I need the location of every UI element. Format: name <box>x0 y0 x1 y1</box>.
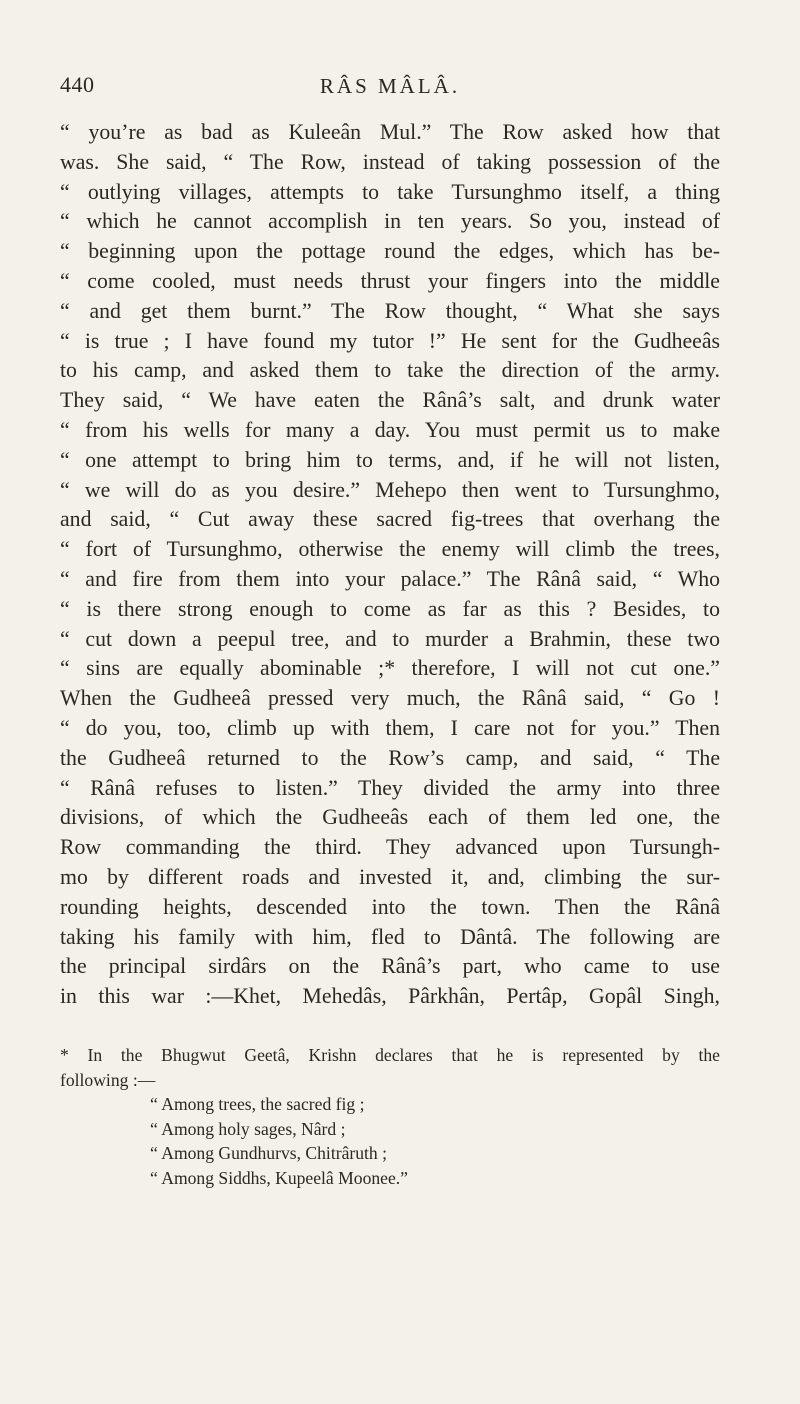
text-line: “ sins are equally abominable ;* therefore, I will not cut one.” <box>60 656 720 681</box>
footnote-intro: * In the Bhugwut Geetâ, Krishn declares that he is represented by the <box>60 1045 720 1065</box>
text-line: taking his family with him, fled to Dântâ. The following are <box>60 924 720 949</box>
text-line: “ and fire from them into your palace.” The Rânâ said, “ Who <box>60 566 720 591</box>
text-line: “ Rânâ refuses to listen.” They divided the army into three <box>60 775 720 800</box>
text-line: “ one attempt to bring him to terms, and, if he will not listen, <box>60 447 720 472</box>
text-line: “ fort of Tursunghmo, otherwise the enemy will climb the trees, <box>60 537 720 562</box>
text-line: “ you’re as bad as Kuleeân Mul.” The Row asked how that <box>60 120 720 144</box>
text-line: “ we will do as you desire.” Mehepo then went to Tursunghmo, <box>60 477 720 502</box>
text-line: rounding heights, descended into the town. Then the Rânâ <box>60 894 720 919</box>
footnote-quote-line: “ Among Gundhurvs, Chitrâruth ; <box>150 1143 388 1164</box>
text-line: “ from his wells for many a day. You must permit us to make <box>60 417 720 442</box>
text-line: “ do you, too, climb up with them, I care not for you.” Then <box>60 715 720 740</box>
footnote <box>60 1043 720 1191</box>
text-line: “ and get them burnt.” The Row thought, “ What she says <box>60 298 720 323</box>
text-line: “ which he cannot accomplish in ten years. So you, instead of <box>60 209 720 234</box>
text-line: “ cut down a peepul tree, and to murder a Brahmin, these two <box>60 626 720 651</box>
text-line: in this war :—Khet, Mehedâs, Pârkhân, Pertâp, Gopâl Singh, <box>60 984 720 1009</box>
running-title: RÂS MÂLÂ. <box>319 74 461 98</box>
running-head <box>60 72 720 102</box>
text-line: “ is true ; I have found my tutor !” He sent for the Gudheeâs <box>60 328 720 353</box>
text-line: When the Gudheeâ pressed very much, the Rânâ said, “ Go ! <box>60 686 720 711</box>
text-line: divisions, of which the Gudheeâs each of them led one, the <box>60 805 720 830</box>
footnote-quote-line: “ Among holy sages, Nârd ; <box>150 1118 346 1139</box>
text-line: was. She said, “ The Row, instead of taking possession of the <box>60 149 720 174</box>
text-line: They said, “ We have eaten the Rânâ’s salt, and drunk water <box>60 388 720 413</box>
text-line: “ outlying villages, attempts to take Tursunghmo itself, a thing <box>60 179 720 204</box>
footnote-quote-line: “ Among trees, the sacred fig ; <box>150 1094 365 1115</box>
text-line: “ beginning upon the pottage round the edges, which has be- <box>60 239 720 264</box>
footnote-quote-line: “ Among Siddhs, Kupeelâ Moonee.” <box>150 1167 408 1188</box>
footnote-intro-continued: following :— <box>60 1069 156 1090</box>
page-number: 440 <box>60 72 95 97</box>
text-line: “ is there strong enough to come as far as this ? Besides, to <box>60 596 720 621</box>
text-line: Row commanding the third. They advanced upon Tursungh- <box>60 835 720 860</box>
body-text <box>60 118 720 1012</box>
text-line: the principal sirdârs on the Rânâ’s part, who came to use <box>60 954 720 979</box>
text-line: mo by different roads and invested it, and, climbing the sur- <box>60 864 720 889</box>
text-line: to his camp, and asked them to take the direction of the army. <box>60 358 720 383</box>
text-line: the Gudheeâ returned to the Row’s camp, and said, “ The <box>60 745 720 770</box>
text-line: and said, “ Cut away these sacred fig-trees that overhang the <box>60 507 720 532</box>
text-line: “ come cooled, must needs thrust your fingers into the middle <box>60 268 720 293</box>
